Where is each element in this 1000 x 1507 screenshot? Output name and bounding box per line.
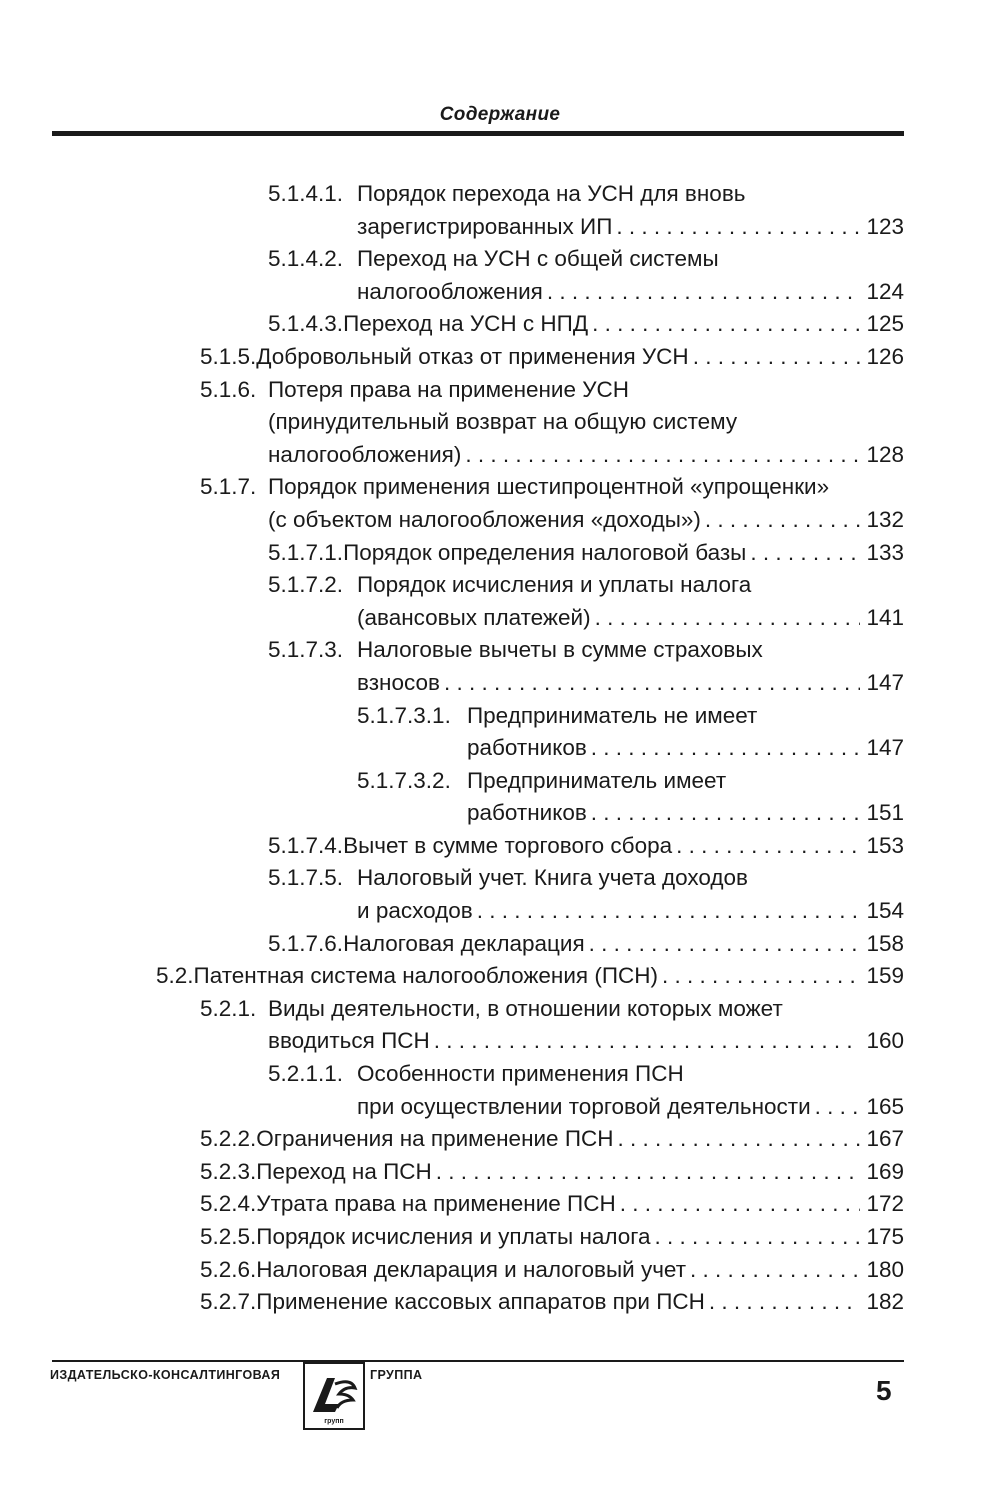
- dot-leader: [591, 732, 861, 765]
- toc-number: 5.1.7.1.: [268, 539, 344, 565]
- toc-number: 5.1.7.3.: [268, 637, 344, 663]
- toc-title: Особенности применения ПСН: [357, 1061, 684, 1087]
- toc-line: [0, 341, 1000, 374]
- toc-page-number: 172: [866, 1191, 904, 1217]
- toc-page-number: 133: [866, 539, 904, 565]
- toc-title: взносов: [357, 669, 440, 695]
- toc-line: [0, 537, 1000, 570]
- toc-line: [0, 439, 1000, 472]
- toc-line: [0, 960, 1000, 993]
- table-of-contents: [0, 178, 1000, 1319]
- toc-page-number: 159: [866, 963, 904, 989]
- toc-entry: [0, 1286, 1000, 1319]
- publisher-name: ИЗДАТЕЛЬСКО-КОНСАЛТИНГОВАЯ: [50, 1367, 281, 1383]
- toc-title: Потеря права на применение УСН: [268, 376, 630, 402]
- toc-entry: [0, 1123, 1000, 1156]
- toc-line: [0, 700, 1000, 733]
- toc-entry: [0, 308, 1000, 341]
- toc-title: налогообложения: [357, 278, 543, 304]
- toc-entry: [0, 569, 1000, 634]
- toc-page-number: 160: [866, 1028, 904, 1054]
- dot-leader: [709, 1286, 861, 1319]
- toc-title: Порядок применения шестипроцентной «упрощенки»: [268, 474, 830, 500]
- toc-entry: [0, 700, 1000, 765]
- toc-entry: [0, 341, 1000, 374]
- dot-leader: [595, 602, 861, 635]
- toc-line: [0, 1254, 1000, 1287]
- toc-number: 5.1.7.3.2.: [357, 767, 451, 793]
- toc-title: Налоговая декларация: [343, 930, 585, 956]
- toc-entry: [0, 243, 1000, 308]
- toc-title: (с объектом налогообложения «доходы»): [268, 506, 701, 532]
- toc-number: 5.2.2.: [200, 1126, 257, 1152]
- dot-leader: [444, 667, 861, 700]
- toc-entry: [0, 471, 1000, 536]
- toc-title: Порядок исчисления и уплаты налога: [256, 1224, 651, 1249]
- dot-leader: [465, 439, 860, 472]
- toc-title: Порядок определения налоговой базы: [343, 539, 747, 565]
- toc-page-number: 141: [866, 604, 904, 630]
- dot-leader: [693, 341, 861, 374]
- toc-line: [0, 406, 1000, 439]
- toc-number: 5.2.3.: [200, 1158, 257, 1184]
- toc-page-number: 147: [866, 735, 904, 761]
- toc-line: [0, 1188, 1000, 1221]
- toc-line: [0, 797, 1000, 830]
- dot-leader: [436, 1156, 861, 1189]
- toc-title: и расходов: [357, 898, 473, 924]
- toc-entry: [0, 178, 1000, 243]
- toc-number: 5.1.6.: [200, 376, 257, 402]
- toc-line: [0, 862, 1000, 895]
- toc-line: [0, 211, 1000, 244]
- toc-number: 5.1.7.3.1.: [357, 702, 451, 728]
- header-rule: [52, 131, 904, 136]
- toc-line: [0, 471, 1000, 504]
- toc-title: вводиться ПСН: [268, 1028, 430, 1054]
- toc-page-number: 158: [866, 930, 904, 956]
- toc-title: Предприниматель не имеет: [467, 702, 758, 728]
- toc-line: [0, 1221, 1000, 1254]
- toc-entry: [0, 993, 1000, 1058]
- toc-entry: [0, 1188, 1000, 1221]
- toc-page-number: 128: [866, 441, 904, 467]
- toc-line: [0, 276, 1000, 309]
- toc-number: 5.1.7.6.: [268, 930, 344, 956]
- dot-leader: [690, 1254, 860, 1287]
- toc-title: Переход на ПСН: [256, 1158, 432, 1184]
- toc-title: Налоговые вычеты в сумме страховых: [357, 637, 763, 663]
- toc-entry: [0, 1221, 1000, 1254]
- toc-line: [0, 602, 1000, 635]
- toc-entry: [0, 374, 1000, 472]
- toc-line: [0, 308, 1000, 341]
- dot-leader: [620, 1188, 861, 1221]
- toc-line: [0, 993, 1000, 1026]
- toc-line: [0, 569, 1000, 602]
- toc-number: 5.2.4.: [200, 1191, 257, 1217]
- toc-title: Переход на УСН с общей системы: [357, 246, 719, 272]
- toc-line: [0, 1156, 1000, 1189]
- toc-title: (авансовых платежей): [357, 604, 591, 630]
- toc-line: [0, 765, 1000, 798]
- page-number: 5: [876, 1375, 892, 1406]
- toc-page-number: 153: [866, 832, 904, 858]
- toc-line: [0, 1058, 1000, 1091]
- toc-title: зарегистрированных ИП: [357, 213, 613, 239]
- ae-group-logo-icon: [303, 1362, 365, 1430]
- toc-title: работников: [467, 800, 587, 826]
- toc-number: 5.1.4.2.: [268, 246, 344, 272]
- dot-leader: [591, 797, 861, 830]
- toc-line: [0, 178, 1000, 211]
- toc-number: 5.2.1.1.: [268, 1061, 344, 1087]
- toc-number: 5.1.5.: [200, 343, 257, 369]
- toc-title: Порядок перехода на УСН для вновь: [357, 181, 746, 206]
- toc-page-number: 147: [866, 669, 904, 695]
- toc-title: Порядок исчисления и уплаты налога: [357, 572, 752, 598]
- toc-page-number: 182: [866, 1289, 904, 1315]
- dot-leader: [592, 308, 860, 341]
- toc-entry: [0, 765, 1000, 830]
- toc-line: [0, 374, 1000, 407]
- toc-number: 5.2.: [156, 963, 194, 989]
- toc-number: 5.1.4.3.: [268, 311, 344, 337]
- toc-title: налогообложения): [268, 441, 462, 467]
- toc-title: Добровольный отказ от применения УСН: [256, 343, 689, 369]
- toc-entry: [0, 960, 1000, 993]
- toc-page-number: 126: [866, 343, 904, 369]
- toc-line: [0, 1025, 1000, 1058]
- toc-entry: [0, 1254, 1000, 1287]
- toc-line: [0, 667, 1000, 700]
- toc-title: Предприниматель имеет: [467, 767, 727, 793]
- toc-line: [0, 1286, 1000, 1319]
- toc-number: 5.1.7.5.: [268, 865, 344, 891]
- toc-title: Применение кассовых аппаратов при ПСН: [256, 1289, 705, 1315]
- toc-number: 5.2.5.: [200, 1224, 257, 1249]
- toc-number: 5.1.4.1.: [268, 181, 344, 206]
- running-header: Содержание: [439, 104, 561, 125]
- toc-line: [0, 634, 1000, 667]
- toc-page-number: 180: [866, 1256, 904, 1282]
- toc-title: Утрата права на применение ПСН: [256, 1191, 616, 1217]
- dot-leader: [616, 211, 860, 244]
- toc-title: Ограничения на применение ПСН: [256, 1126, 614, 1152]
- toc-page-number: 154: [866, 898, 904, 924]
- footer-rule: [52, 1360, 904, 1362]
- dot-leader: [547, 276, 861, 309]
- toc-number: 5.1.7.4.: [268, 832, 344, 858]
- toc-line: [0, 830, 1000, 863]
- toc-page-number: 124: [866, 278, 904, 304]
- toc-title: при осуществлении торговой деятельности: [357, 1093, 811, 1119]
- dot-leader: [477, 895, 861, 928]
- toc-entry: [0, 537, 1000, 570]
- toc-entry: [0, 1058, 1000, 1123]
- toc-number: 5.1.7.2.: [268, 572, 344, 598]
- toc-page-number: 169: [866, 1158, 904, 1184]
- toc-line: [0, 243, 1000, 276]
- toc-entry: [0, 862, 1000, 927]
- toc-line: [0, 1091, 1000, 1124]
- dot-leader: [750, 537, 860, 570]
- toc-page-number: 123: [866, 213, 904, 239]
- dot-leader: [662, 960, 860, 993]
- toc-page-number: 132: [866, 506, 904, 532]
- toc-entry: [0, 830, 1000, 863]
- toc-page-number: 175: [866, 1224, 904, 1249]
- toc-line: [0, 895, 1000, 928]
- toc-line: [0, 732, 1000, 765]
- publisher-group: ГРУППА: [370, 1368, 423, 1382]
- toc-line: [0, 504, 1000, 537]
- toc-page-number: 151: [866, 800, 904, 826]
- toc-entry: [0, 634, 1000, 699]
- toc-number: 5.2.6.: [200, 1256, 257, 1282]
- dot-leader: [618, 1123, 861, 1156]
- toc-number: 5.2.7.: [200, 1289, 257, 1315]
- dot-leader: [815, 1091, 861, 1124]
- dot-leader: [655, 1221, 861, 1254]
- toc-page-number: 125: [866, 311, 904, 337]
- toc-title: Переход на УСН с НПД: [343, 311, 589, 337]
- toc-title: Вычет в сумме торгового сбора: [343, 832, 673, 858]
- toc-title: Патентная система налогообложения (ПСН): [193, 963, 659, 989]
- toc-entry: [0, 928, 1000, 961]
- toc-number: 5.2.1.: [200, 995, 257, 1021]
- toc-title: Налоговая декларация и налоговый учет: [256, 1256, 686, 1282]
- toc-number: 5.1.7.: [200, 474, 257, 500]
- logo-caption: групп: [324, 1418, 344, 1425]
- toc-title: Налоговый учет. Книга учета доходов: [357, 865, 749, 891]
- toc-title: (принудительный возврат на общую систему: [268, 409, 738, 435]
- dot-leader: [676, 830, 860, 863]
- toc-title: Виды деятельности, в отношении которых может: [268, 995, 783, 1021]
- toc-entry: [0, 1156, 1000, 1189]
- toc-line: [0, 928, 1000, 961]
- toc-page-number: 165: [866, 1093, 904, 1119]
- dot-leader: [589, 928, 861, 961]
- dot-leader: [434, 1025, 861, 1058]
- toc-line: [0, 1123, 1000, 1156]
- toc-title: работников: [467, 735, 587, 761]
- dot-leader: [705, 504, 861, 537]
- toc-page-number: 167: [866, 1126, 904, 1152]
